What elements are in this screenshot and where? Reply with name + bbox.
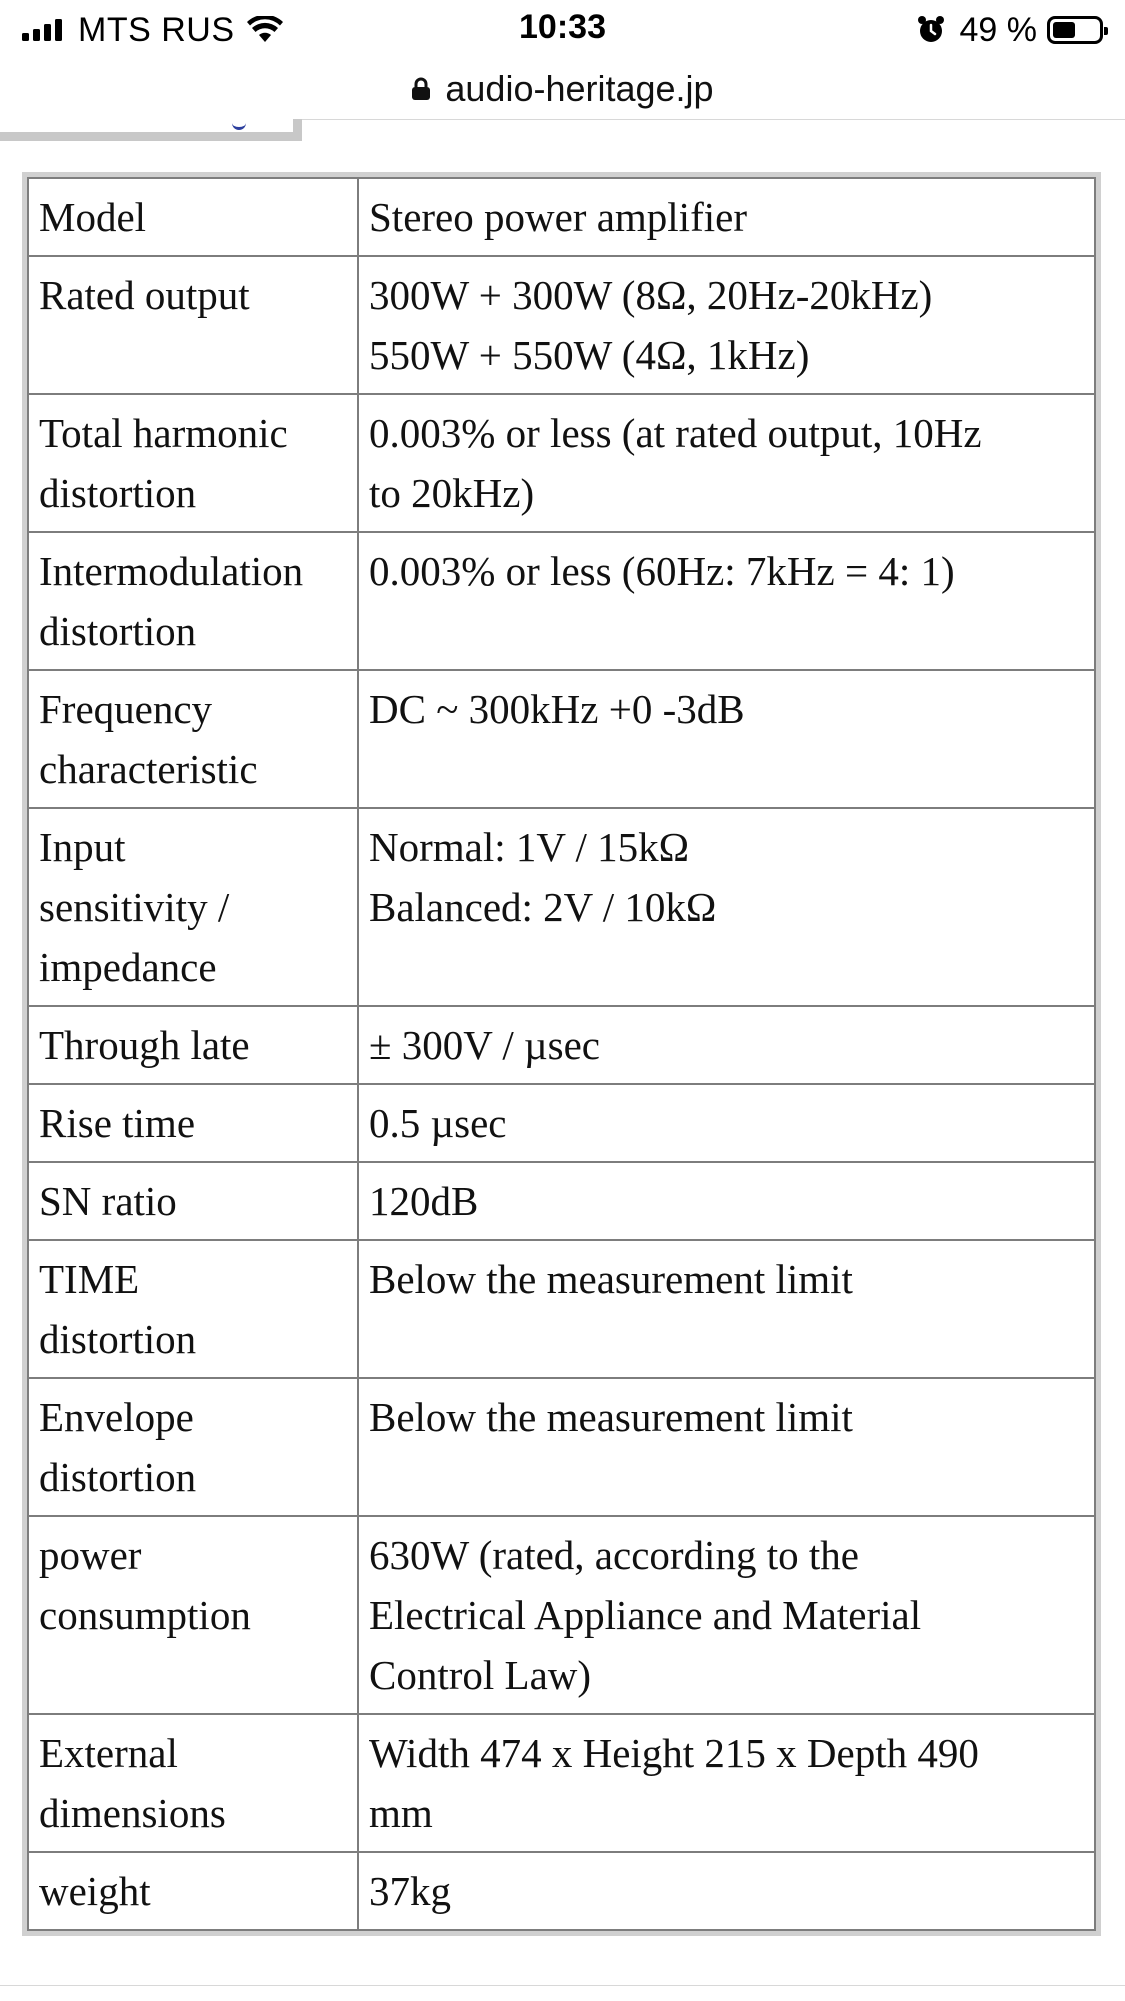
spec-value-cell	[359, 1379, 1096, 1517]
divider	[0, 1985, 1125, 1986]
spec-label: characteristic	[39, 746, 258, 792]
spec-value-cell	[359, 1241, 1096, 1379]
spec-value-cell	[359, 257, 1096, 395]
spec-table-body	[27, 177, 1096, 1931]
spec-value: Stereo power amplifier	[369, 194, 747, 240]
spec-label: TIME	[39, 1256, 140, 1302]
spec-value: DC ~ 300kHz +0 -3dB	[369, 686, 745, 732]
carrier-name: MTS RUS	[78, 10, 235, 49]
alarm-icon	[916, 15, 946, 45]
table-row	[27, 177, 1096, 257]
spec-table	[27, 177, 1096, 1931]
table-row	[27, 1853, 1096, 1931]
table-row	[27, 1517, 1096, 1715]
spec-label-cell	[27, 1007, 359, 1085]
partial-text-fragment	[232, 119, 246, 130]
spec-value-cell	[359, 1007, 1096, 1085]
spec-value: to 20kHz)	[369, 470, 535, 516]
url-text[interactable]: audio-heritage.jp	[445, 67, 714, 109]
spec-value: 300W + 300W (8Ω, 20Hz-20kHz)	[369, 272, 933, 318]
spec-value: Width 474 x Height 215 x Depth 490	[369, 1730, 979, 1776]
table-row	[27, 1163, 1096, 1241]
spec-value-cell	[359, 177, 1096, 257]
spec-value: ± 300V / µsec	[369, 1022, 600, 1068]
spec-label: sensitivity /	[39, 884, 230, 930]
table-row	[27, 809, 1096, 1007]
spec-label-cell	[27, 1715, 359, 1853]
spec-value: 120dB	[369, 1178, 479, 1224]
spec-value-cell	[359, 533, 1096, 671]
address-bar[interactable]	[0, 58, 1125, 120]
table-row	[27, 1241, 1096, 1379]
table-row	[27, 257, 1096, 395]
spec-value-cell	[359, 1163, 1096, 1241]
spec-label: dimensions	[39, 1790, 226, 1836]
partial-element	[0, 119, 302, 141]
spec-label-cell	[27, 395, 359, 533]
spec-label-cell	[27, 1853, 359, 1931]
spec-value-cell	[359, 395, 1096, 533]
battery-percent: 49 %	[959, 10, 1037, 49]
spec-label: External	[39, 1730, 178, 1776]
lock-icon	[411, 77, 431, 101]
status-bar	[0, 0, 1125, 62]
table-row	[27, 1715, 1096, 1853]
spec-label: SN ratio	[39, 1178, 177, 1224]
table-row	[27, 395, 1096, 533]
spec-value: Electrical Appliance and Material	[369, 1592, 922, 1638]
spec-label: Total harmonic	[39, 410, 288, 456]
spec-label-cell	[27, 533, 359, 671]
spec-label: Envelope	[39, 1394, 194, 1440]
spec-value: 37kg	[369, 1868, 451, 1914]
spec-label: consumption	[39, 1592, 251, 1638]
clock: 10:33	[519, 8, 606, 46]
spec-value: mm	[369, 1790, 433, 1836]
spec-value-cell	[359, 809, 1096, 1007]
spec-value: Balanced: 2V / 10kΩ	[369, 884, 717, 930]
spec-label: Frequency	[39, 686, 213, 732]
spec-value: Below the measurement limit	[369, 1394, 853, 1440]
spec-label-cell	[27, 1163, 359, 1241]
spec-value: 0.003% or less (60Hz: 7kHz = 4: 1)	[369, 548, 955, 594]
spec-label: power	[39, 1532, 142, 1578]
spec-value: 630W (rated, according to the	[369, 1532, 859, 1578]
spec-value-cell	[359, 1085, 1096, 1163]
spec-label: weight	[39, 1868, 151, 1914]
spec-label-cell	[27, 1517, 359, 1715]
battery-level	[1053, 22, 1075, 38]
table-row	[27, 1379, 1096, 1517]
spec-label-cell	[27, 671, 359, 809]
spec-value-cell	[359, 671, 1096, 809]
spec-value-cell	[359, 1715, 1096, 1853]
battery-icon	[1047, 16, 1103, 44]
spec-label: Rise time	[39, 1100, 196, 1146]
spec-label-cell	[27, 1379, 359, 1517]
spec-label-cell	[27, 1085, 359, 1163]
spec-label-cell	[27, 809, 359, 1007]
table-row	[27, 533, 1096, 671]
spec-label-cell	[27, 1241, 359, 1379]
spec-value-cell	[359, 1853, 1096, 1931]
status-right	[916, 10, 1104, 50]
table-row	[27, 1085, 1096, 1163]
spec-value-cell	[359, 1517, 1096, 1715]
spec-label: distortion	[39, 1454, 197, 1500]
spec-label-cell	[27, 177, 359, 257]
spec-label: Rated output	[39, 272, 250, 318]
spec-label: impedance	[39, 944, 217, 990]
spec-value: 550W + 550W (4Ω, 1kHz)	[369, 332, 810, 378]
table-row	[27, 1007, 1096, 1085]
table-row	[27, 671, 1096, 809]
spec-label: Intermodulation	[39, 548, 304, 594]
spec-value: Control Law)	[369, 1652, 592, 1698]
spec-label-cell	[27, 257, 359, 395]
spec-table-container	[22, 172, 1101, 1936]
spec-label: distortion	[39, 470, 197, 516]
spec-value: 0.003% or less (at rated output, 10Hz	[369, 410, 982, 456]
spec-label: Through late	[39, 1022, 250, 1068]
spec-label: Input	[39, 824, 126, 870]
spec-value: 0.5 µsec	[369, 1100, 507, 1146]
spec-label: distortion	[39, 608, 197, 654]
spec-value: Normal: 1V / 15kΩ	[369, 824, 690, 870]
spec-label: distortion	[39, 1316, 197, 1362]
spec-value: Below the measurement limit	[369, 1256, 853, 1302]
spec-label: Model	[39, 194, 147, 240]
